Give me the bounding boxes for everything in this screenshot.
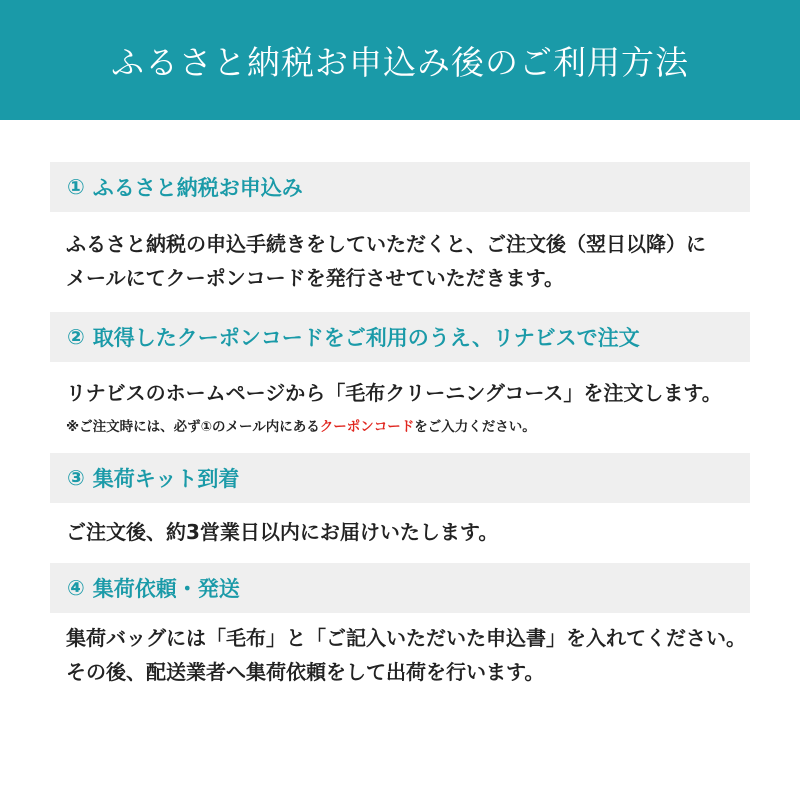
step-4-line-1: 集荷バッグには「毛布」と「ご記入いただいた申込書」を入れてください。 (66, 626, 746, 650)
step-2-title: 取得したクーポンコードをご利用のうえ、リナビスで注文 (92, 326, 640, 350)
coupon-code-highlight: クーポンコード (319, 419, 415, 435)
note-text-before: ※ご注文時には、必ず①のメール内にある (66, 419, 320, 435)
step-1-header (50, 162, 750, 212)
step-1-line-1: ふるさと納税の申込手続きをしていただくと、ご注文後（翌日以降）に (66, 232, 706, 256)
step-4-line-2: その後、配送業者へ集荷依頼をして出荷を行います。 (66, 660, 545, 684)
page-title: ふるさと納税お申込み後のご利用方法 (111, 42, 689, 82)
step-3-title: 集荷キット到着 (92, 467, 240, 491)
step-2-header (50, 312, 750, 362)
step-4-header (50, 563, 750, 613)
step-1-title: ふるさと納税お申込み (92, 176, 303, 200)
note-text-after: をご入力ください。 (414, 419, 536, 435)
page-header (0, 0, 800, 120)
step-2-note (66, 415, 756, 435)
step-4-description (66, 621, 756, 689)
step-1-line-2: メールにてクーポンコードを発行させていただきます。 (66, 266, 564, 290)
step-2-number: ② (67, 325, 85, 349)
step-2-description (66, 376, 756, 410)
step-4-number: ④ (67, 576, 85, 600)
step-1-number: ① (67, 175, 85, 199)
step-3-line-1: ご注文後、約3営業日以内にお届けいたします。 (66, 520, 499, 544)
step-3-header (50, 453, 750, 503)
step-3-number: ③ (67, 466, 85, 490)
step-4-title: 集荷依頼・発送 (92, 577, 240, 601)
step-2-line-1: リナビスのホームページから「毛布クリーニングコース」を注文します。 (66, 381, 722, 405)
step-1-description (66, 227, 756, 295)
step-3-description (66, 515, 756, 549)
